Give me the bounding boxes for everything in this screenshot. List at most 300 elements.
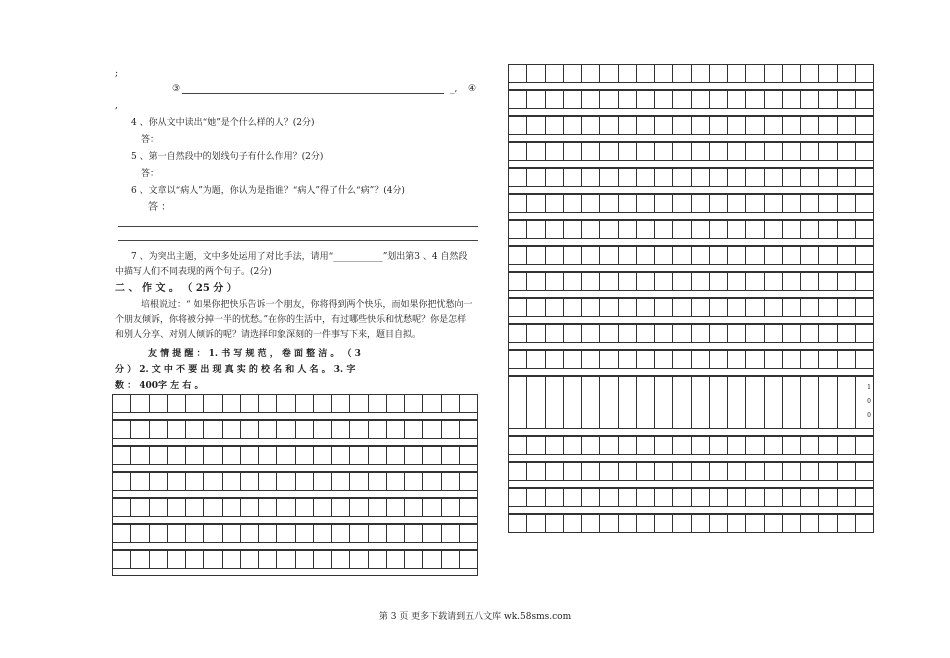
grid-cell bbox=[818, 247, 836, 264]
grid-cell bbox=[599, 65, 617, 82]
grid-cell bbox=[800, 489, 818, 506]
grid-cell bbox=[745, 273, 763, 290]
grid-cell bbox=[745, 221, 763, 238]
grid-cell bbox=[745, 143, 763, 160]
grid-cell bbox=[654, 65, 672, 82]
grid-cell bbox=[636, 515, 654, 532]
grid-cell bbox=[654, 273, 672, 290]
grid-cell bbox=[545, 117, 563, 134]
question-7-cont: 中描写人们不同表现的两个句子。(2分) bbox=[115, 267, 272, 277]
grid-cell bbox=[545, 299, 563, 316]
grid-cell bbox=[745, 117, 763, 134]
grid-cell bbox=[782, 437, 800, 454]
tip-text: 友 情 提 醒 ： 1. 书 写 规 范 ， 卷 面 整 洁 。 （ 3 bbox=[148, 349, 361, 359]
grid-row bbox=[508, 90, 874, 109]
grid-cell bbox=[855, 463, 873, 480]
grid-cell bbox=[709, 489, 727, 506]
grid-cell bbox=[837, 195, 855, 212]
grid-cell bbox=[599, 195, 617, 212]
grid-row bbox=[508, 350, 874, 369]
grid-gap bbox=[508, 343, 874, 350]
grid-cell bbox=[509, 377, 526, 428]
grid-cell bbox=[837, 247, 855, 264]
grid-cell bbox=[764, 515, 782, 532]
grid-cell bbox=[545, 515, 563, 532]
grid-gap bbox=[508, 161, 874, 168]
grid-cell bbox=[654, 117, 672, 134]
grid-row bbox=[508, 168, 874, 187]
grid-cell bbox=[837, 169, 855, 186]
grid-cell bbox=[764, 325, 782, 342]
grid-cell bbox=[855, 195, 873, 212]
grid-cell bbox=[618, 351, 636, 368]
answer-blank-line bbox=[182, 93, 444, 94]
grid-cell bbox=[509, 169, 526, 186]
grid-row bbox=[112, 394, 478, 413]
grid-cell bbox=[581, 195, 599, 212]
grid-cell bbox=[636, 169, 654, 186]
grid-cell bbox=[782, 195, 800, 212]
grid-cell bbox=[727, 325, 745, 342]
grid-cell bbox=[782, 169, 800, 186]
grid-cell bbox=[691, 143, 709, 160]
grid-cell bbox=[709, 351, 727, 368]
grid-gap bbox=[508, 429, 874, 436]
grid-cell bbox=[818, 143, 836, 160]
grid-cell bbox=[800, 195, 818, 212]
grid-cell bbox=[526, 247, 544, 264]
grid-cell bbox=[727, 91, 745, 108]
grid-cell bbox=[727, 273, 745, 290]
grid-row bbox=[508, 194, 874, 213]
grid-cell bbox=[563, 117, 581, 134]
grid-cell bbox=[672, 299, 690, 316]
grid-cell bbox=[636, 117, 654, 134]
grid-cell bbox=[782, 273, 800, 290]
grid-gap bbox=[508, 135, 874, 142]
grid-cell bbox=[764, 91, 782, 108]
grid-cell bbox=[526, 377, 544, 428]
grid-cell bbox=[782, 515, 800, 532]
grid-cell bbox=[818, 489, 836, 506]
grid-cell bbox=[563, 351, 581, 368]
grid-cell bbox=[599, 247, 617, 264]
grid-cell bbox=[509, 221, 526, 238]
grid-cell bbox=[563, 91, 581, 108]
grid-cell bbox=[691, 351, 709, 368]
answer-label: 答 ： bbox=[148, 202, 172, 213]
grid-cell bbox=[691, 247, 709, 264]
grid-cell bbox=[636, 91, 654, 108]
grid-cell bbox=[636, 247, 654, 264]
grid-cell bbox=[509, 437, 526, 454]
grid-row bbox=[508, 436, 874, 455]
grid-cell bbox=[545, 91, 563, 108]
grid-cell bbox=[599, 221, 617, 238]
grid-cell bbox=[545, 463, 563, 480]
grid-cell bbox=[563, 221, 581, 238]
grid-cell bbox=[618, 91, 636, 108]
grid-cell bbox=[563, 143, 581, 160]
grid-cell bbox=[800, 325, 818, 342]
grid-cell bbox=[618, 169, 636, 186]
item-separator: _, bbox=[450, 84, 458, 94]
grid-cell bbox=[782, 299, 800, 316]
grid-cell bbox=[691, 377, 709, 428]
grid-cell bbox=[837, 273, 855, 290]
grid-cell bbox=[672, 221, 690, 238]
grid-cell bbox=[709, 65, 727, 82]
grid-cell bbox=[745, 351, 763, 368]
grid-cell bbox=[800, 91, 818, 108]
grid-cell bbox=[855, 489, 873, 506]
grid-cell bbox=[618, 195, 636, 212]
grid-cell bbox=[727, 377, 745, 428]
grid-cell bbox=[672, 273, 690, 290]
grid-row bbox=[112, 498, 478, 517]
grid-cell bbox=[545, 325, 563, 342]
grid-cell bbox=[618, 489, 636, 506]
grid-cell bbox=[745, 377, 763, 428]
grid-cell bbox=[709, 515, 727, 532]
answer-label: 答： bbox=[141, 135, 160, 145]
grid-cell bbox=[745, 299, 763, 316]
grid-cell bbox=[782, 143, 800, 160]
grid-cell bbox=[709, 437, 727, 454]
grid-cell bbox=[727, 463, 745, 480]
grid-cell bbox=[837, 117, 855, 134]
grid-cell bbox=[727, 195, 745, 212]
grid-row bbox=[508, 298, 874, 317]
grid-row bbox=[508, 220, 874, 239]
grid-gap bbox=[508, 239, 874, 246]
grid-cell bbox=[599, 169, 617, 186]
grid-cell bbox=[581, 351, 599, 368]
grid-cell bbox=[618, 463, 636, 480]
question-6: 6 、文章以“病人”为题，你认为是指谁？“病人”得了什么“病”？(4分) bbox=[131, 186, 405, 196]
grid-cell bbox=[618, 117, 636, 134]
question-4: 4 、你从文中读出“她”是个什么样的人？(2分) bbox=[131, 118, 315, 128]
grid-gap bbox=[508, 265, 874, 272]
grid-cell bbox=[581, 221, 599, 238]
grid-cell bbox=[654, 437, 672, 454]
grid-cell bbox=[526, 351, 544, 368]
grid-cell bbox=[509, 91, 526, 108]
grid-gap bbox=[508, 507, 874, 514]
grid-cell bbox=[800, 299, 818, 316]
grid-cell bbox=[837, 325, 855, 342]
grid-row bbox=[508, 488, 874, 507]
grid-cell bbox=[581, 325, 599, 342]
grid-cell bbox=[800, 463, 818, 480]
grid-cell bbox=[599, 117, 617, 134]
grid-cell bbox=[855, 299, 873, 316]
grid-row bbox=[112, 472, 478, 491]
grid-cell bbox=[509, 463, 526, 480]
writing-grid-left bbox=[112, 394, 478, 576]
grid-cell bbox=[618, 515, 636, 532]
grid-cell bbox=[782, 489, 800, 506]
grid-cell bbox=[526, 195, 544, 212]
grid-row bbox=[112, 550, 478, 569]
grid-cell bbox=[800, 169, 818, 186]
grid-cell bbox=[563, 325, 581, 342]
grid-cell bbox=[563, 247, 581, 264]
grid-cell bbox=[764, 117, 782, 134]
writing-grid-right bbox=[508, 64, 874, 533]
grid-cell bbox=[709, 247, 727, 264]
grid-cell bbox=[509, 515, 526, 532]
essay-prompt: 和别人分享、对别人倾诉的呢？请选择印象深刻的一件事写下来，题目自拟。 bbox=[115, 330, 422, 340]
grid-cell bbox=[745, 515, 763, 532]
grid-cell bbox=[855, 247, 873, 264]
grid-cell bbox=[618, 299, 636, 316]
grid-cell bbox=[837, 351, 855, 368]
grid-cell bbox=[764, 273, 782, 290]
stray-mark: ; bbox=[115, 69, 119, 79]
grid-cell bbox=[545, 351, 563, 368]
grid-cell bbox=[745, 489, 763, 506]
grid-row bbox=[508, 462, 874, 481]
grid-cell bbox=[581, 463, 599, 480]
grid-cell bbox=[526, 489, 544, 506]
grid-cell bbox=[745, 325, 763, 342]
grid-cell bbox=[636, 377, 654, 428]
grid-cell bbox=[545, 489, 563, 506]
grid-cell bbox=[745, 247, 763, 264]
grid-cell bbox=[855, 117, 873, 134]
grid-cell bbox=[764, 351, 782, 368]
grid-cell bbox=[764, 143, 782, 160]
word-count-mark: 1 bbox=[867, 384, 871, 391]
grid-cell bbox=[709, 273, 727, 290]
grid-cell bbox=[618, 325, 636, 342]
grid-cell bbox=[837, 489, 855, 506]
grid-cell bbox=[727, 299, 745, 316]
grid-cell bbox=[855, 169, 873, 186]
grid-cell bbox=[563, 65, 581, 82]
grid-cell bbox=[691, 117, 709, 134]
grid-cell bbox=[581, 169, 599, 186]
grid-cell bbox=[855, 273, 873, 290]
word-count-mark: 0 bbox=[867, 398, 871, 405]
grid-cell bbox=[636, 273, 654, 290]
grid-cell bbox=[818, 463, 836, 480]
grid-cell bbox=[672, 91, 690, 108]
grid-cell bbox=[691, 299, 709, 316]
item-number-3: ③ bbox=[172, 84, 181, 94]
grid-cell bbox=[563, 169, 581, 186]
grid-cell bbox=[654, 143, 672, 160]
grid-cell bbox=[563, 377, 581, 428]
grid-cell bbox=[563, 273, 581, 290]
grid-cell bbox=[599, 299, 617, 316]
grid-cell bbox=[800, 247, 818, 264]
grid-cell bbox=[672, 437, 690, 454]
grid-cell bbox=[545, 377, 563, 428]
grid-cell bbox=[599, 143, 617, 160]
grid-cell bbox=[526, 299, 544, 316]
grid-cell bbox=[800, 221, 818, 238]
grid-cell bbox=[563, 195, 581, 212]
grid-cell bbox=[745, 437, 763, 454]
grid-cell bbox=[581, 299, 599, 316]
grid-cell bbox=[509, 65, 526, 82]
grid-cell bbox=[545, 247, 563, 264]
grid-cell bbox=[709, 299, 727, 316]
grid-cell bbox=[764, 221, 782, 238]
grid-cell bbox=[727, 247, 745, 264]
grid-cell bbox=[618, 247, 636, 264]
grid-cell bbox=[818, 117, 836, 134]
grid-cell bbox=[509, 247, 526, 264]
grid-cell bbox=[672, 515, 690, 532]
grid-cell bbox=[782, 221, 800, 238]
grid-cell bbox=[818, 377, 836, 428]
grid-cell bbox=[837, 463, 855, 480]
grid-cell bbox=[654, 325, 672, 342]
grid-cell bbox=[727, 351, 745, 368]
grid-cell bbox=[837, 65, 855, 82]
grid-cell bbox=[709, 169, 727, 186]
grid-cell bbox=[764, 65, 782, 82]
grid-cell bbox=[509, 143, 526, 160]
grid-cell bbox=[691, 273, 709, 290]
grid-cell bbox=[672, 65, 690, 82]
grid-cell bbox=[545, 437, 563, 454]
grid-cell bbox=[727, 515, 745, 532]
grid-cell bbox=[636, 65, 654, 82]
grid-cell bbox=[855, 515, 873, 532]
grid-cell bbox=[691, 489, 709, 506]
grid-cell bbox=[563, 463, 581, 480]
grid-cell bbox=[636, 143, 654, 160]
grid-cell bbox=[691, 463, 709, 480]
grid-gap bbox=[508, 317, 874, 324]
grid-cell bbox=[818, 515, 836, 532]
grid-cell bbox=[599, 91, 617, 108]
grid-gap bbox=[508, 83, 874, 90]
grid-cell bbox=[563, 489, 581, 506]
grid-cell bbox=[764, 437, 782, 454]
grid-cell bbox=[818, 195, 836, 212]
grid-cell bbox=[764, 377, 782, 428]
grid-cell bbox=[563, 515, 581, 532]
grid-cell bbox=[526, 515, 544, 532]
grid-cell bbox=[545, 195, 563, 212]
grid-cell bbox=[636, 463, 654, 480]
grid-cell bbox=[672, 195, 690, 212]
grid-cell bbox=[691, 221, 709, 238]
grid-cell bbox=[818, 91, 836, 108]
grid-cell bbox=[800, 437, 818, 454]
grid-gap bbox=[508, 455, 874, 462]
grid-cell bbox=[764, 299, 782, 316]
grid-cell bbox=[691, 325, 709, 342]
grid-cell bbox=[618, 143, 636, 160]
tip-text: 分 ） 2. 文 中 不 要 出 现 真 实 的 校 名 和 人 名 。 3. 字 bbox=[115, 365, 356, 375]
grid-cell bbox=[709, 117, 727, 134]
grid-cell bbox=[709, 143, 727, 160]
grid-cell bbox=[581, 65, 599, 82]
grid-cell bbox=[654, 169, 672, 186]
grid-cell bbox=[782, 463, 800, 480]
grid-gap bbox=[508, 369, 874, 376]
grid-cell bbox=[764, 489, 782, 506]
grid-cell bbox=[691, 91, 709, 108]
grid-row bbox=[508, 272, 874, 291]
grid-gap bbox=[508, 187, 874, 194]
grid-row bbox=[508, 64, 874, 83]
grid-cell bbox=[654, 463, 672, 480]
grid-row bbox=[508, 376, 874, 429]
grid-cell bbox=[672, 143, 690, 160]
grid-cell bbox=[800, 143, 818, 160]
grid-cell bbox=[800, 377, 818, 428]
grid-cell bbox=[764, 247, 782, 264]
grid-cell bbox=[618, 65, 636, 82]
grid-cell bbox=[782, 65, 800, 82]
grid-cell bbox=[599, 325, 617, 342]
grid-cell bbox=[800, 65, 818, 82]
grid-cell bbox=[581, 377, 599, 428]
grid-cell bbox=[745, 169, 763, 186]
grid-gap bbox=[508, 109, 874, 116]
grid-cell bbox=[581, 117, 599, 134]
tip-text: 数 ： 400字 左 右 。 bbox=[115, 381, 204, 391]
grid-cell bbox=[691, 515, 709, 532]
grid-row bbox=[112, 420, 478, 439]
grid-cell bbox=[509, 299, 526, 316]
grid-cell bbox=[837, 221, 855, 238]
grid-cell bbox=[636, 221, 654, 238]
grid-cell bbox=[526, 65, 544, 82]
grid-cell bbox=[764, 463, 782, 480]
grid-cell bbox=[818, 221, 836, 238]
answer-line bbox=[118, 226, 478, 227]
grid-cell bbox=[782, 377, 800, 428]
grid-cell bbox=[782, 351, 800, 368]
grid-cell bbox=[526, 437, 544, 454]
grid-cell bbox=[618, 377, 636, 428]
grid-cell bbox=[526, 325, 544, 342]
grid-cell bbox=[800, 273, 818, 290]
grid-cell bbox=[745, 91, 763, 108]
grid-cell bbox=[727, 489, 745, 506]
grid-cell bbox=[818, 273, 836, 290]
word-count-mark: 0 bbox=[867, 412, 871, 419]
grid-cell bbox=[599, 377, 617, 428]
grid-gap bbox=[508, 291, 874, 298]
page-footer: 第 3 页 更多下载请到五八文库 wk.58sms.com bbox=[378, 612, 572, 622]
grid-cell bbox=[654, 91, 672, 108]
grid-cell bbox=[709, 221, 727, 238]
grid-cell bbox=[581, 437, 599, 454]
grid-cell bbox=[855, 437, 873, 454]
grid-cell bbox=[800, 117, 818, 134]
grid-row bbox=[112, 446, 478, 465]
answer-label: 答： bbox=[141, 169, 160, 179]
grid-cell bbox=[691, 195, 709, 212]
grid-cell bbox=[599, 489, 617, 506]
grid-cell bbox=[709, 195, 727, 212]
grid-cell bbox=[636, 195, 654, 212]
grid-cell bbox=[855, 351, 873, 368]
grid-cell bbox=[545, 169, 563, 186]
grid-cell bbox=[818, 325, 836, 342]
grid-cell bbox=[618, 221, 636, 238]
grid-cell bbox=[782, 247, 800, 264]
